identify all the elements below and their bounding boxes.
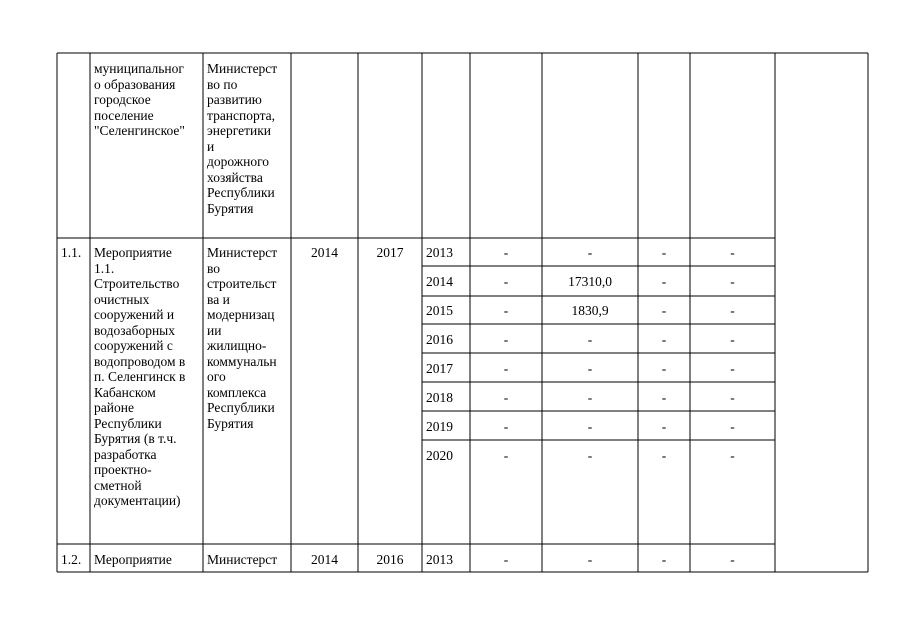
start-year-cell: 2014 — [311, 245, 338, 260]
executor-cell: Министерст — [207, 552, 278, 567]
value-cell: - — [503, 245, 509, 260]
value-cell: - — [730, 419, 735, 434]
value-cell: - — [587, 448, 593, 463]
value-cell: - — [587, 390, 593, 405]
value-cell: - — [503, 303, 509, 318]
value-cell: - — [587, 552, 593, 567]
value-cell: - — [661, 448, 667, 463]
value-cell: - — [503, 419, 509, 434]
value-cell: - — [730, 552, 735, 567]
row-number: 1.1. — [61, 245, 82, 260]
year-cell: 2016 — [426, 332, 453, 347]
value-cell: - — [661, 419, 667, 434]
value-cell: - — [587, 361, 593, 376]
value-cell: - — [587, 419, 593, 434]
executor-cell: Министерст во по развитию транспорта, энергетики и дорожного хозяйства Республики Бурятия — [207, 61, 278, 216]
value-cell: - — [503, 448, 509, 463]
year-cell: 2015 — [426, 303, 453, 318]
value-cell: 1830,9 — [571, 303, 609, 318]
value-cell: - — [503, 390, 509, 405]
value-cell: - — [730, 390, 735, 405]
value-cell: - — [730, 245, 735, 260]
value-cell: - — [587, 332, 593, 347]
executor-cell: Министерст во строительст ва и модернизац ии жилищно- коммунальн ого комплекса Республики Бурятия — [207, 245, 278, 431]
value-cell: - — [503, 361, 509, 376]
program-name-cell: муниципальног о образования городское поселение "Селенгинское" — [94, 61, 185, 138]
year-cell: 2020 — [426, 448, 453, 463]
value-cell: - — [730, 303, 735, 318]
value-cell: - — [503, 274, 509, 289]
value-cell: - — [661, 361, 667, 376]
value-cell: - — [661, 274, 667, 289]
year-cell: 2019 — [426, 419, 453, 434]
value-cell: - — [587, 245, 593, 260]
value-cell: - — [503, 552, 509, 567]
value-cell: - — [661, 390, 667, 405]
value-cell: - — [661, 332, 667, 347]
value-cell: - — [503, 332, 509, 347]
year-cell: 2013 — [426, 245, 453, 260]
value-cell: - — [730, 332, 735, 347]
value-cell: - — [730, 448, 735, 463]
value-cell: - — [730, 274, 735, 289]
activity-name-cell: Мероприятие 1.1. Строительство очистных сооружений и водозаборных сооружений с водопроводом в п. Селенгинск в Кабанском районе Республики Бурятия (в т.ч. разработка проектно- сметной документации) — [94, 245, 186, 508]
value-cell: - — [661, 303, 667, 318]
activity-name-cell: Мероприятие — [94, 552, 172, 567]
year-cell: 2018 — [426, 390, 453, 405]
value-cell: - — [661, 552, 667, 567]
year-cell: 2017 — [426, 361, 453, 376]
start-year-cell: 2014 — [311, 552, 338, 567]
end-year-cell: 2017 — [376, 245, 404, 260]
value-cell: - — [730, 361, 735, 376]
row-number: 1.2. — [61, 552, 82, 567]
value-cell: - — [661, 245, 667, 260]
value-cell: 17310,0 — [568, 274, 612, 289]
year-cell: 2013 — [426, 552, 453, 567]
end-year-cell: 2016 — [376, 552, 404, 567]
year-cell: 2014 — [426, 274, 453, 289]
